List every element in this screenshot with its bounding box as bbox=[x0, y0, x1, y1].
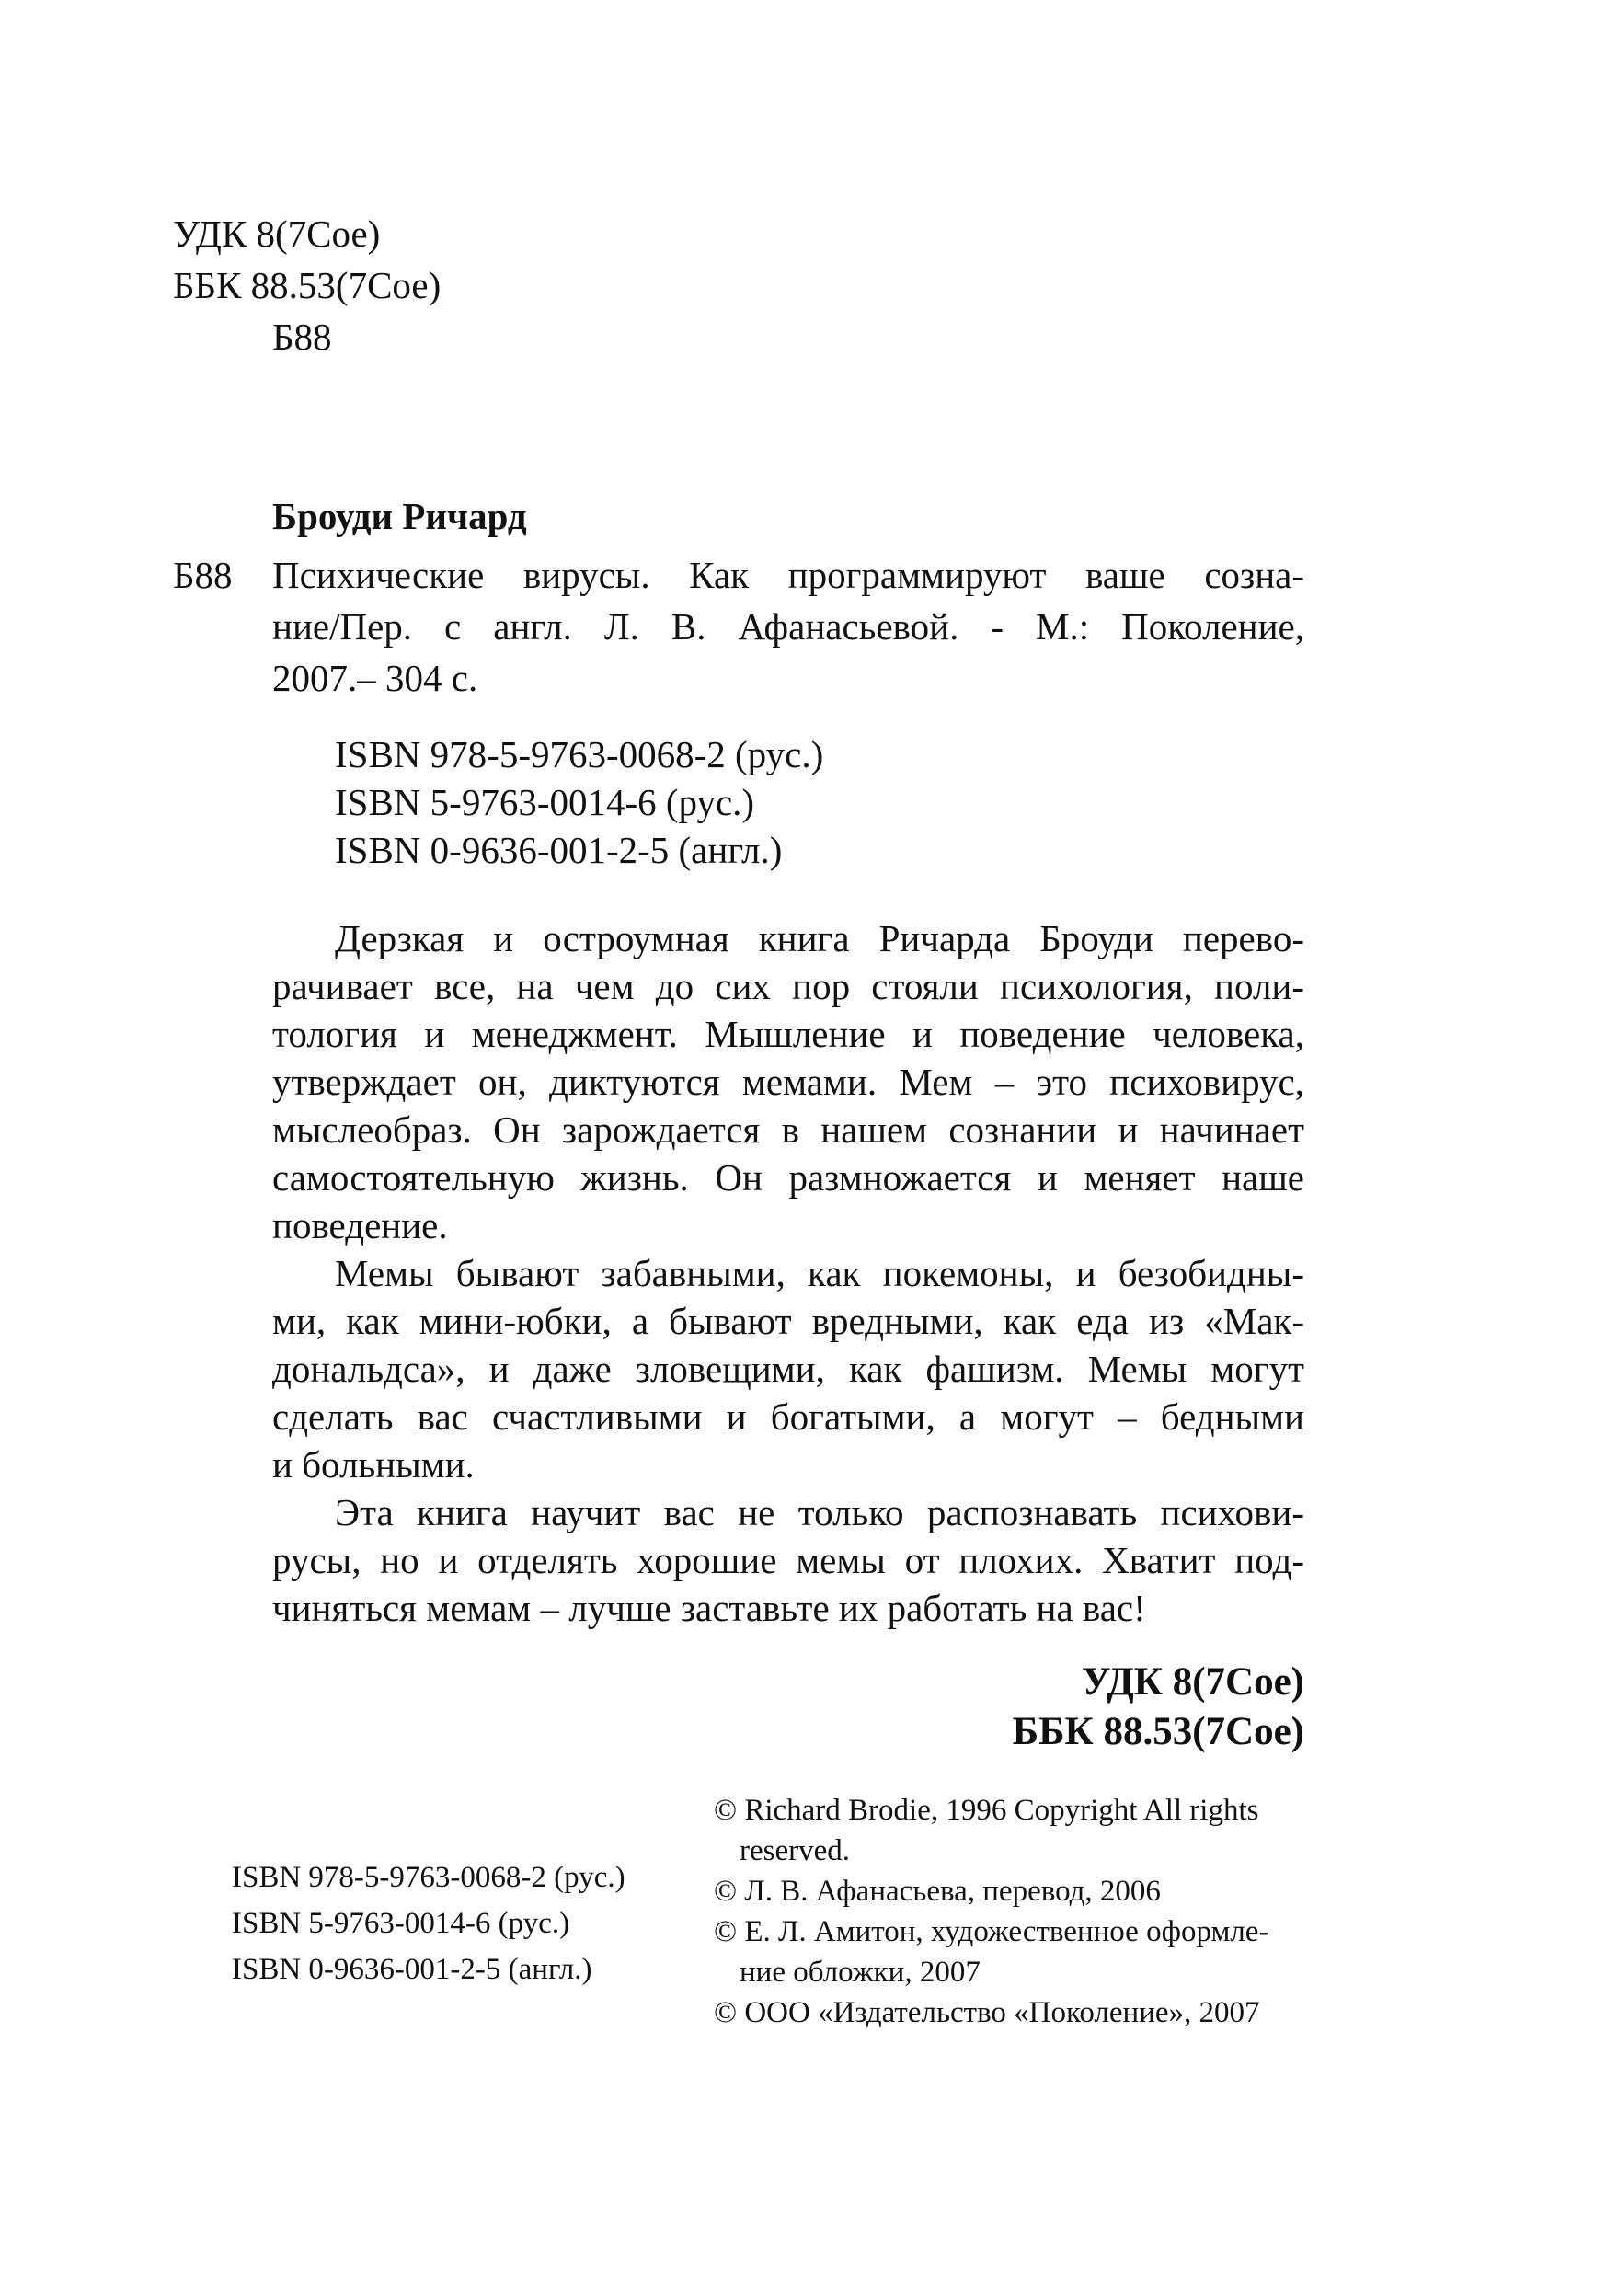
bbk-code-bold: ББК 88.53(7Сое) bbox=[1012, 1710, 1304, 1753]
annotation-line: мыслеобраз. Он зарождается в нашем сознании и начинает bbox=[272, 1108, 1304, 1151]
bibliographic-description bbox=[272, 549, 1304, 704]
copyright-line: © ООО «Издательство «Поколение», 2007 bbox=[714, 1996, 1260, 2029]
copyright-line: © Richard Brodie, 1996 Copyright All rights bbox=[714, 1794, 1259, 1827]
annotation-line: поведение. bbox=[272, 1204, 448, 1246]
annotation-line: русы, но и отделять хорошие мемы от плохих. Хватит под- bbox=[272, 1539, 1304, 1581]
annotation-line: ми, как мини-юбки, а бывают вредными, как еда из «Мак- bbox=[272, 1300, 1304, 1342]
copyright-line: ние обложки, 2007 bbox=[740, 1956, 981, 1989]
isbn-item: ISBN 5-9763-0014-6 (рус.) bbox=[335, 781, 755, 823]
udk-code-bold: УДК 8(7Сое) bbox=[1081, 1660, 1304, 1704]
bbk-code: ББК 88.53(7Сое) bbox=[173, 264, 442, 306]
annotation-line: сделать вас счастливыми и богатыми, а могут – бедными bbox=[272, 1395, 1304, 1438]
isbn-list-bottom bbox=[232, 1854, 625, 1992]
cutter-mark: Б88 bbox=[173, 554, 233, 596]
annotation-line: самостоятельную жизнь. Он размножается и меняет наше bbox=[272, 1156, 1304, 1199]
bibliographic-line: ние/Пер. с англ. Л. В. Афанасьевой. - М.: Поколение, bbox=[272, 605, 1304, 648]
classification-bottom bbox=[1013, 1658, 1304, 1757]
author-heading: Броуди Ричард bbox=[272, 495, 527, 537]
isbn-item: ISBN 0-9636-001-2-5 (англ.) bbox=[335, 829, 783, 871]
udk-code: УДК 8(7Сое) bbox=[173, 212, 381, 255]
isbn-list bbox=[335, 730, 823, 874]
copyright-line: reserved. bbox=[740, 1834, 851, 1867]
isbn-item: ISBN 0-9636-001-2-5 (англ.) bbox=[232, 1953, 592, 1986]
isbn-item: ISBN 978-5-9763-0068-2 (рус.) bbox=[232, 1861, 625, 1894]
annotation-line: чиняться мемам – лучше заставьте их работать на вас! bbox=[272, 1587, 1146, 1629]
annotation bbox=[272, 914, 1304, 1632]
isbn-item: ISBN 5-9763-0014-6 (рус.) bbox=[232, 1907, 570, 1940]
annotation-line: утверждает он, диктуются мемами. Мем – это психовирус, bbox=[272, 1061, 1304, 1103]
isbn-item: ISBN 978-5-9763-0068-2 (рус.) bbox=[335, 733, 824, 775]
annotation-line: дональдса», и даже зловещими, как фашизм. Мемы могут bbox=[272, 1348, 1304, 1390]
bibliographic-line: 2007.– 304 с. bbox=[272, 657, 478, 699]
annotation-line: Эта книга научит вас не только распознавать психови- bbox=[335, 1491, 1304, 1533]
copyright-line: © Л. В. Афанасьева, перевод, 2006 bbox=[714, 1875, 1161, 1908]
annotation-line: рачивает все, на чем до сих пор стояли психология, поли- bbox=[272, 965, 1304, 1007]
cutter-code: Б88 bbox=[272, 316, 332, 358]
annotation-line: Мемы бывают забавными, как покемоны, и безобидны- bbox=[335, 1252, 1304, 1294]
annotation-line: и больными. bbox=[272, 1443, 475, 1486]
copyright-block bbox=[714, 1790, 1304, 2033]
classification-top bbox=[173, 208, 441, 362]
bibliographic-line: Психические вирусы. Как программируют ваше созна- bbox=[272, 554, 1304, 596]
annotation-line: Дерзкая и остроумная книга Ричарда Броуди перево- bbox=[335, 917, 1304, 959]
copyright-line: © Е. Л. Амитон, художественное оформле- bbox=[714, 1915, 1269, 1948]
annotation-line: тология и менеджмент. Мышление и поведение человека, bbox=[272, 1013, 1304, 1055]
